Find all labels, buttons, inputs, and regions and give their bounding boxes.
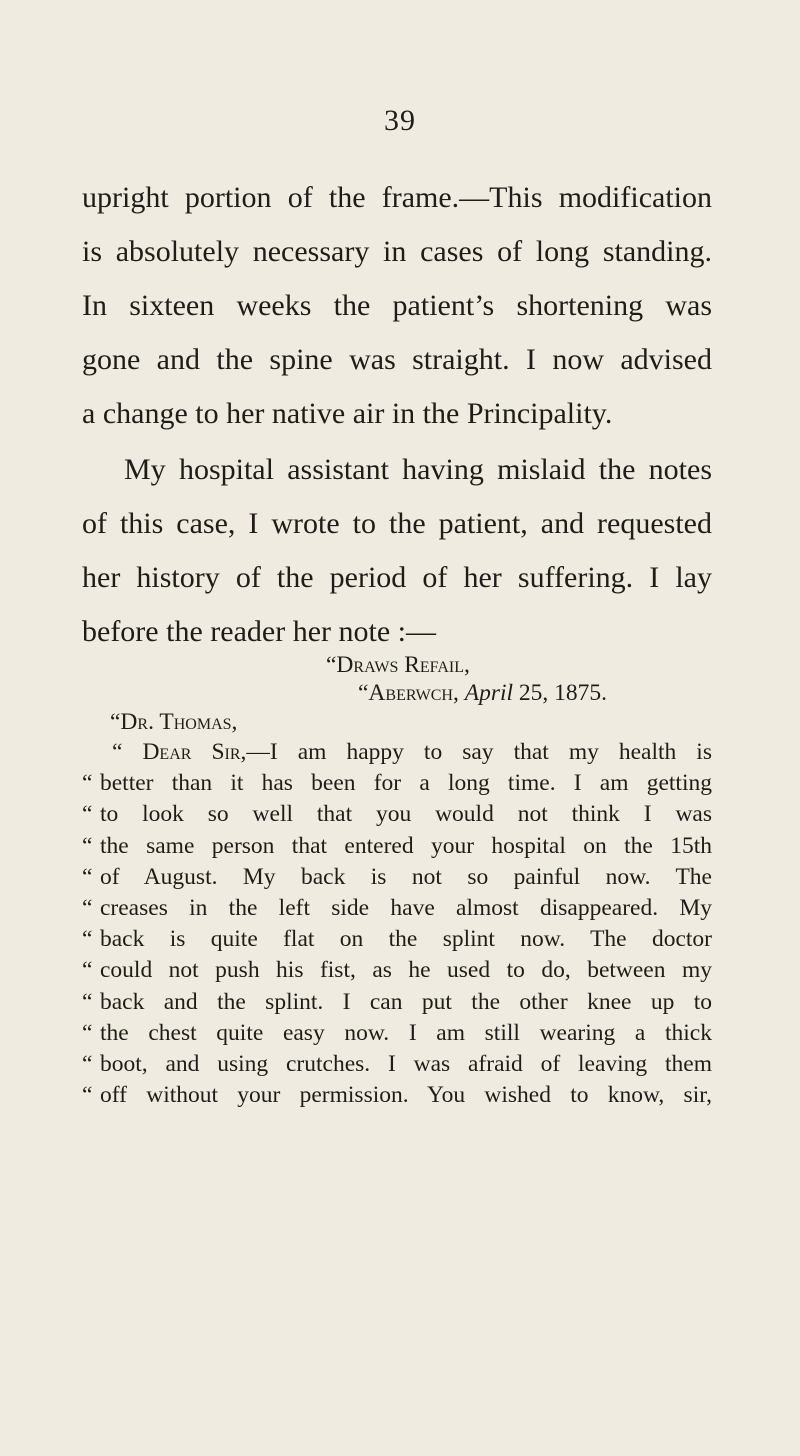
letter-recipient: “Dr. Thomas, — [110, 709, 238, 735]
letter-place: “Aberwch, — [358, 680, 459, 706]
text-line: of this case, I wrote to the patient, and requested — [82, 507, 712, 540]
letter-line — [82, 799, 712, 830]
quote-mark: “ — [82, 895, 93, 922]
quote-mark: “ — [82, 1082, 93, 1109]
letter-body — [82, 737, 712, 1111]
quote-mark: “ — [82, 957, 93, 984]
text-line: upright portion of the frame.—This modification — [82, 181, 712, 214]
letter-line — [82, 1049, 712, 1080]
paragraph-2 — [82, 443, 712, 659]
quote-mark: “ — [82, 801, 93, 828]
text-line: a change to her native air in the Principality. — [82, 397, 613, 430]
letter-line-text: the chest quite easy now. I am still wearing a thick — [100, 1019, 712, 1046]
letter-date-month: April — [464, 680, 514, 706]
page-number: 39 — [384, 104, 416, 137]
letter-salutation: “ Dear Sir, — [112, 739, 247, 765]
letter-line — [82, 831, 712, 862]
text-line: In sixteen weeks the patient’s shortening was — [82, 289, 712, 322]
text-line: her history of the period of her suffering. I lay — [82, 561, 712, 594]
quote-mark: “ — [82, 1019, 93, 1046]
letter-salutation-line — [82, 737, 712, 768]
letter-line — [82, 893, 712, 924]
letter-line-text: could not push his fist, as he used to do, between my — [100, 957, 712, 984]
letter-salutation-text: —I am happy to say that my health is — [246, 739, 712, 765]
letter-line-text: to look so well that you would not think I was — [100, 801, 712, 828]
quote-mark: “ — [82, 1051, 93, 1078]
letter-line-text: back and the splint. I can put the other knee up to — [100, 988, 712, 1015]
letter-line — [82, 955, 712, 986]
letter-line — [82, 924, 712, 955]
quote-mark: “ — [82, 863, 93, 890]
letter-line-text: back is quite flat on the splint now. The doctor — [100, 926, 712, 953]
letter-address-line-1: “Draws Refail, — [326, 652, 470, 678]
quote-mark: “ — [82, 988, 93, 1015]
letter-line-text: the same person that entered your hospital on the 15th — [100, 832, 712, 859]
quote-mark: “ — [82, 770, 93, 797]
letter-address-line-2 — [358, 680, 607, 707]
text-line: gone and the spine was straight. I now advised — [82, 343, 712, 376]
letter-line-text: creases in the left side have almost disappeared. My — [100, 895, 712, 922]
text-line: My hospital assistant having mislaid the notes — [124, 453, 712, 486]
letter-line — [82, 1080, 712, 1111]
letter-line — [82, 987, 712, 1018]
quote-mark: “ — [82, 926, 93, 953]
letter-line — [82, 862, 712, 893]
letter-line-text: boot, and using crutches. I was afraid of leaving them — [100, 1051, 712, 1078]
letter-line-text: off without your permission. You wished to know, sir, — [100, 1082, 712, 1109]
text-line: before the reader her note :— — [82, 615, 436, 648]
letter-line — [82, 768, 712, 799]
text-line: is absolutely necessary in cases of long standing. — [82, 235, 712, 268]
letter-line-text: better than it has been for a long time. I am getting — [100, 770, 712, 797]
letter-line — [82, 1018, 712, 1049]
quote-mark: “ — [82, 832, 93, 859]
letter-date-rest: 25, 1875. — [518, 680, 608, 706]
letter-line-text: of August. My back is not so painful now. The — [100, 863, 712, 890]
paragraph-1 — [82, 171, 712, 441]
